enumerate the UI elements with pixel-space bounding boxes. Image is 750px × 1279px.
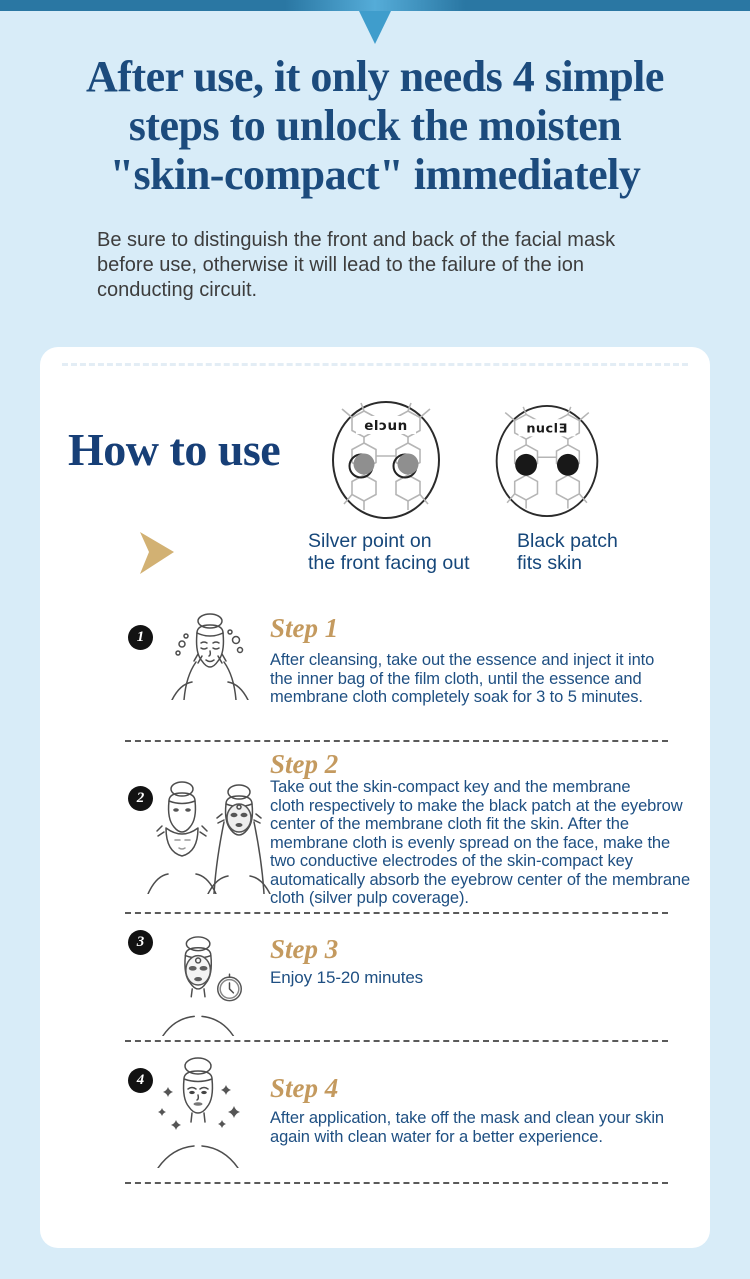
step-body-line: Enjoy 15-20 minutes (270, 968, 424, 987)
step-3-wait-illustration (154, 934, 254, 1036)
step-body-line: cloth (silver pulp coverage). (270, 889, 469, 907)
step-4-title: Step 4 (270, 1073, 339, 1103)
step-body-line: After application, take off the mask and clean your skin (270, 1109, 664, 1127)
black-patch (515, 454, 537, 476)
mask-front-diagram (330, 400, 442, 520)
back-caption (517, 531, 618, 574)
step-body-line: Take out the skin-compact key and the membrane (270, 778, 631, 796)
step-1-body (270, 651, 654, 707)
intro-note-line: before use, otherwise it will lead to the failure of the ion (97, 254, 584, 276)
step-4-body (270, 1109, 664, 1147)
step-2-number-badge: 2 (128, 786, 153, 811)
page-title-line: After use, it only needs 4 simple (86, 52, 664, 101)
mask-back-diagram (492, 404, 602, 518)
black-patch (557, 454, 579, 476)
top-accent-bar (0, 0, 750, 11)
step-3-body (270, 969, 423, 988)
step-1-number-badge: 1 (128, 625, 153, 650)
silver-point (354, 454, 375, 475)
intro-note-line: conducting circuit. (97, 279, 258, 301)
page-title-line: "skin-compact" immediately (109, 150, 641, 199)
step-body-line: again with clean water for a better experience. (270, 1128, 603, 1146)
brand-logo-front: elɔun (364, 418, 408, 434)
step-body-line: After cleansing, take out the essence and inject it into (270, 651, 655, 669)
how-to-use-heading: How to use (68, 424, 281, 475)
step-2-apply-mask-illustration (144, 776, 274, 894)
back-caption-line: Black patch (517, 530, 618, 552)
dashed-separator (125, 1182, 668, 1184)
page-title-line: steps to unlock the moisten (128, 101, 622, 150)
step-2-body (270, 778, 690, 908)
step-4-section (40, 1052, 710, 1182)
step-body-line: center of the membrane cloth fit the skin. After the (270, 815, 629, 833)
brand-logo-back: nuclƎ (526, 421, 568, 437)
how-to-use-card (40, 347, 710, 1248)
page-title (0, 52, 750, 199)
intro-note-line: Be sure to distinguish the front and back of the facial mask (97, 229, 616, 251)
step-2-title: Step 2 (270, 749, 339, 779)
gold-arrow-icon (140, 532, 174, 574)
dashed-separator (125, 912, 668, 914)
step-1-cleansing-illustration (168, 612, 252, 700)
front-caption-line: the front facing out (308, 551, 470, 574)
step-2-section (40, 742, 710, 912)
step-4-number-badge: 4 (128, 1068, 153, 1093)
step-body-line: two conductive electrodes of the skin-compact key (270, 852, 633, 870)
step-1-title: Step 1 (270, 613, 339, 643)
dashed-separator (125, 1040, 668, 1042)
step-body-line: membrane cloth is evenly spread on the face, make the (270, 833, 671, 852)
decor-dashes (62, 363, 688, 366)
step-3-section (40, 925, 710, 1040)
down-triangle-icon (359, 11, 391, 44)
front-caption (308, 531, 470, 574)
back-caption-line: fits skin (517, 551, 583, 574)
step-1-section (40, 605, 710, 740)
intro-note (97, 228, 615, 303)
step-4-clean-skin-illustration (152, 1056, 247, 1168)
step-3-number-badge: 3 (128, 930, 153, 955)
step-body-line: automatically absorb the eyebrow center of the membrane (270, 870, 691, 889)
front-caption-line: Silver point on (308, 530, 432, 552)
step-body-line: cloth respectively to make the black patch at the eyebrow (270, 796, 683, 815)
step-body-line: membrane cloth completely soak for 3 to 5 minutes. (270, 688, 643, 706)
silver-point (398, 454, 419, 475)
step-3-title: Step 3 (270, 934, 339, 964)
step-body-line: the inner bag of the film cloth, until the essence and (270, 669, 642, 688)
